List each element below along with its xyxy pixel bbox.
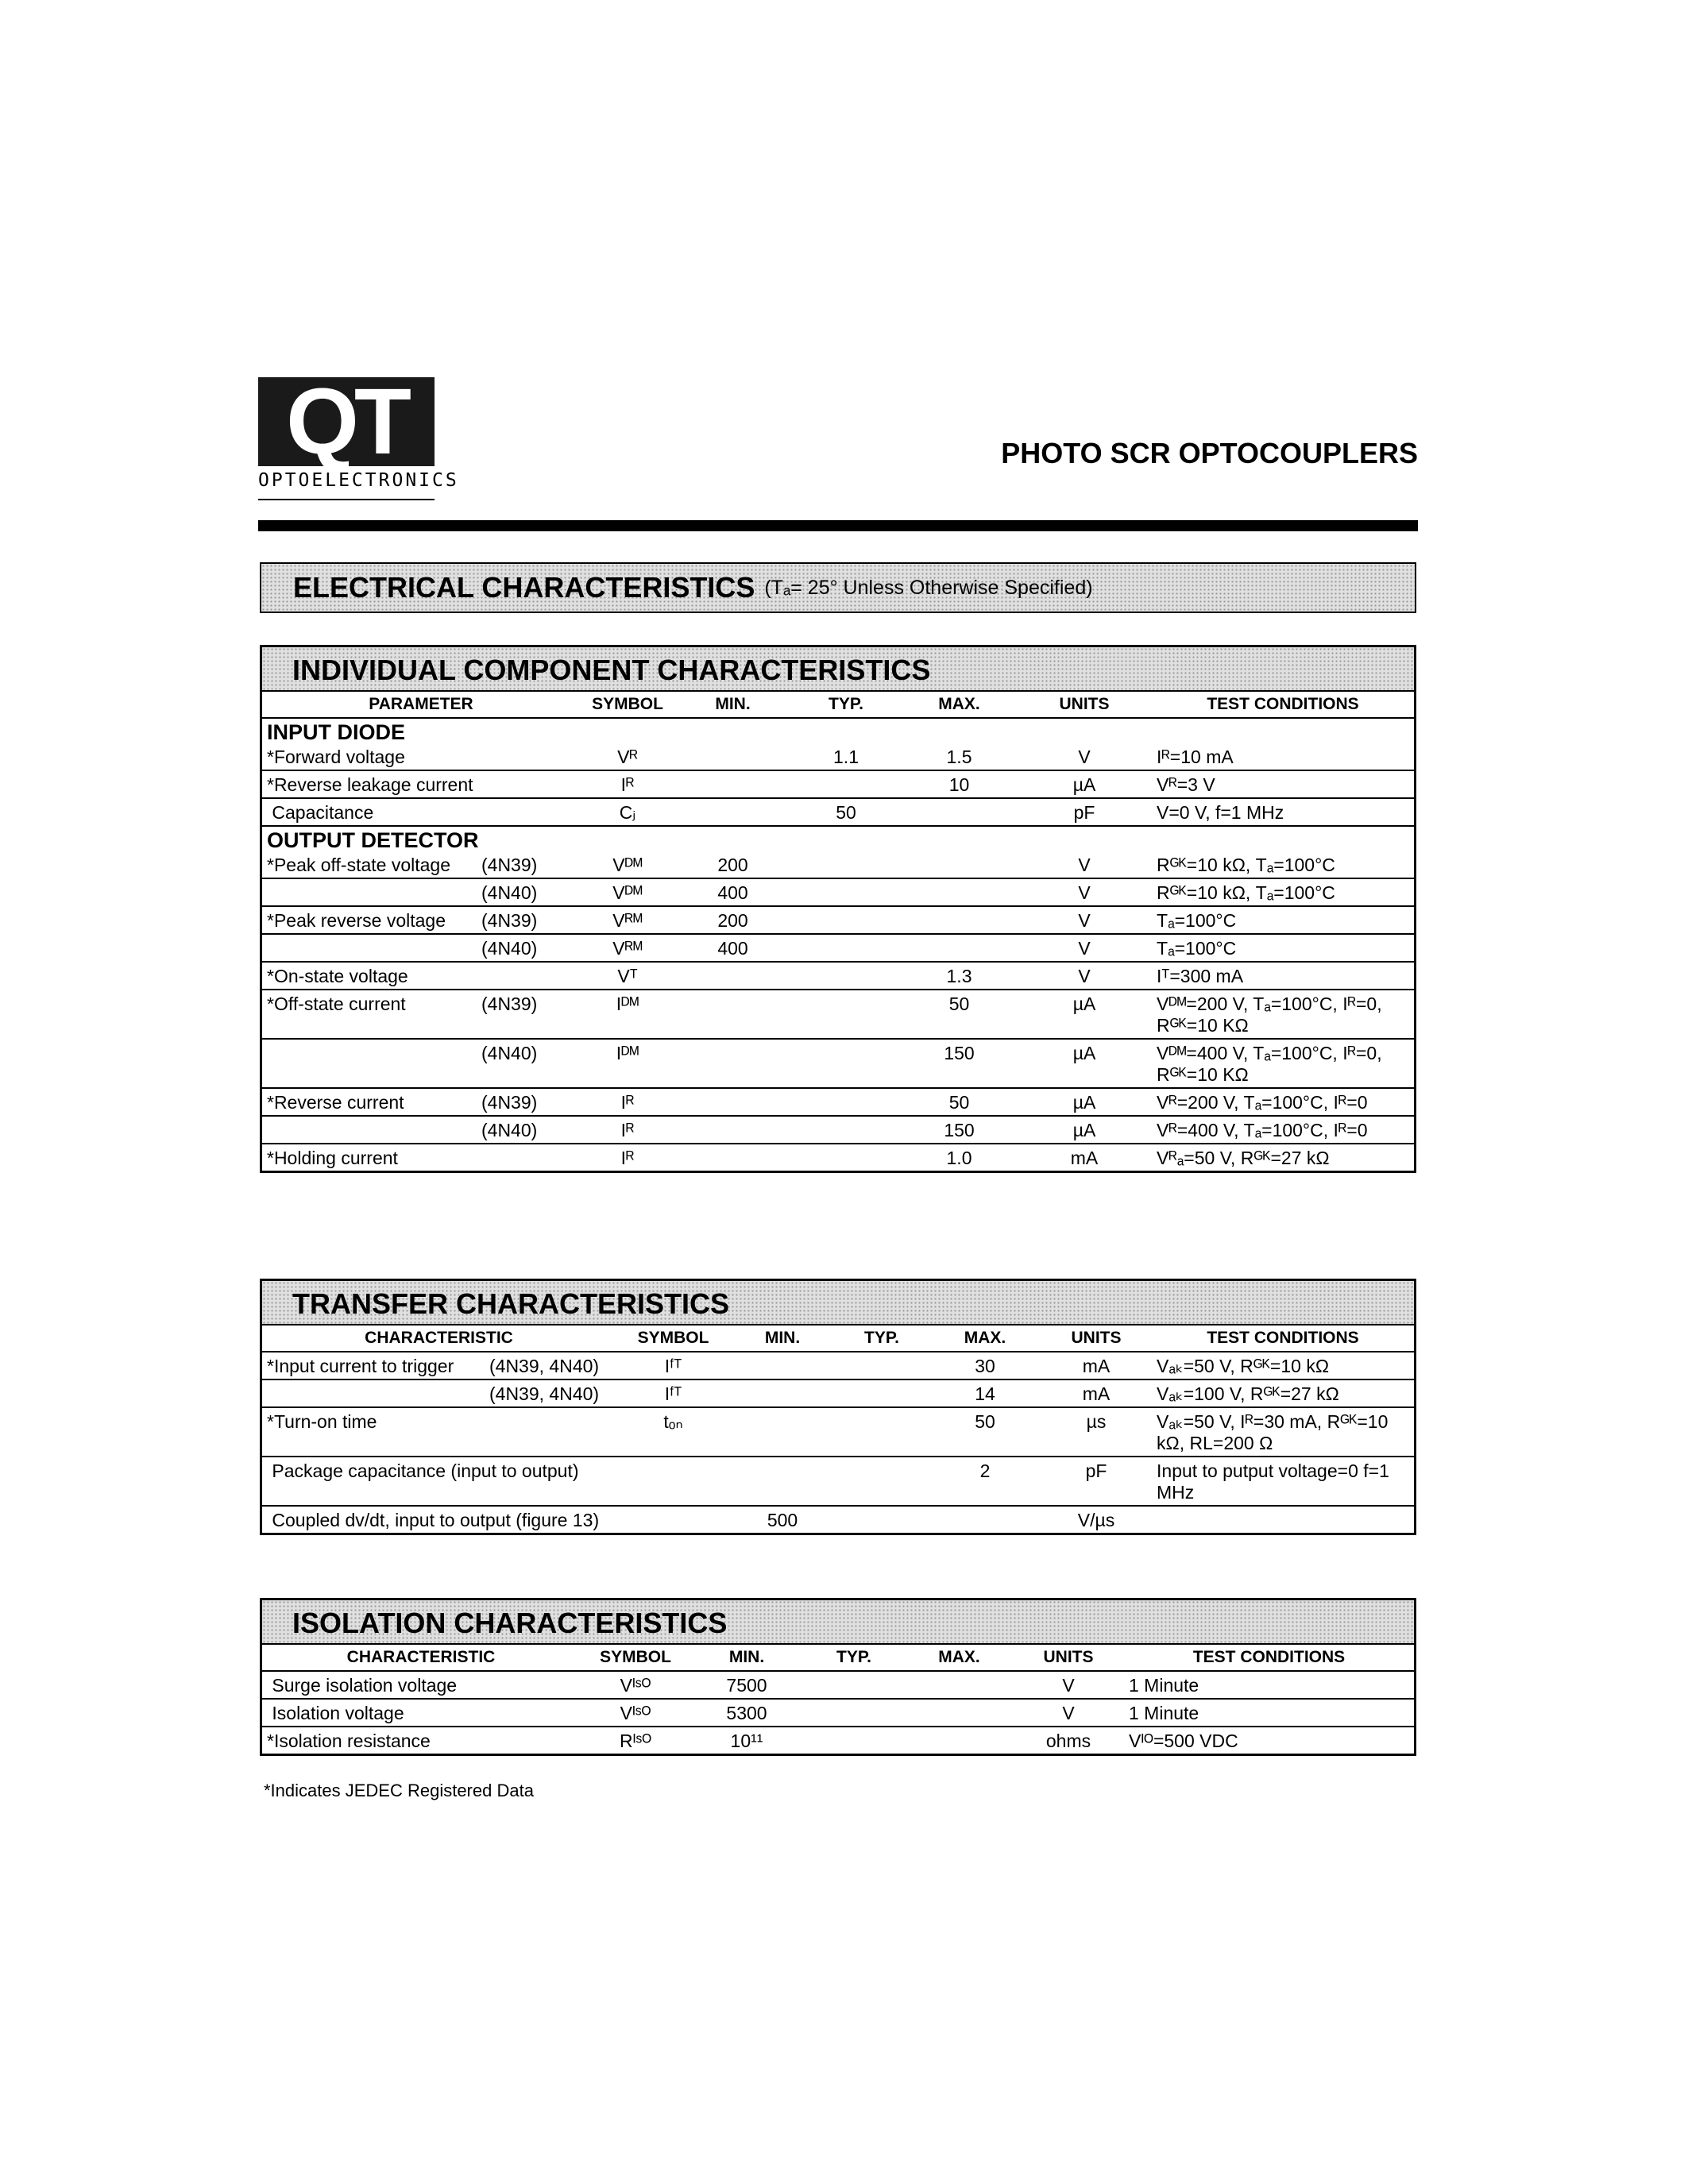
table-cell: 1.5 [902, 743, 1017, 770]
table-cell [790, 990, 902, 1039]
table-cell: Vᵀ [580, 962, 675, 990]
table-cell: mA [1041, 1379, 1152, 1407]
table-cell: Vₐₖ=50 V, Iᴿ=30 mA, Rᴳᴷ=10 kΩ, RL=200 Ω [1152, 1407, 1414, 1457]
table-cell: (4N40) [477, 934, 580, 962]
table-cell: V [1017, 743, 1152, 770]
table-cell [731, 1407, 834, 1457]
table-cell: V [1017, 851, 1152, 878]
table-cell: *Reverse leakage current [262, 770, 477, 798]
individual-component-section [260, 645, 1416, 1173]
col-header: TYP. [834, 1325, 929, 1352]
table-cell [834, 1506, 929, 1533]
col-header: TYP. [790, 692, 902, 718]
logo-subtitle: OPTOELECTRONICS [258, 470, 459, 491]
table-cell [675, 770, 790, 798]
table-cell: 10¹¹ [730, 1731, 763, 1751]
table-cell: V=0 V, f=1 MHz [1152, 798, 1414, 826]
table-row [262, 770, 1414, 798]
table-cell: 7500 [691, 1671, 802, 1699]
table-cell: (4N39) [477, 851, 580, 878]
table-cell [675, 1039, 790, 1088]
table-cell [790, 770, 902, 798]
table-cell: mA [1041, 1352, 1152, 1379]
table-cell: V/µs [1077, 1510, 1115, 1530]
table-cell: Iᴿ [620, 1148, 635, 1168]
section-title-bar [262, 647, 1414, 692]
table-cell: *Peak off-state voltage [262, 851, 477, 878]
table-cell: 400 [675, 878, 790, 906]
section-title: TRANSFER CHARACTERISTICS [292, 1287, 730, 1320]
table-cell: (4N39, 4N40) [485, 1379, 616, 1407]
table-cell: 150 [902, 1116, 1017, 1144]
table-cell [731, 1352, 834, 1379]
col-header: TYP. [802, 1645, 906, 1671]
section-title: ISOLATION CHARACTERISTICS [292, 1607, 728, 1639]
table-cell: V [1013, 1699, 1124, 1727]
col-header: MIN. [691, 1645, 802, 1671]
table-cell: 14 [929, 1379, 1041, 1407]
table-cell: Capacitance [262, 798, 477, 826]
table-row [262, 906, 1414, 934]
table-cell [262, 1379, 485, 1407]
table-cell [834, 1407, 929, 1457]
table-cell: Vᴰᴹ [580, 878, 675, 906]
table-cell: 400 [675, 934, 790, 962]
table-row [262, 1116, 1414, 1144]
table-cell: Package capacitance (input to output) [262, 1457, 485, 1506]
table-cell [790, 851, 902, 878]
group-heading: INPUT DIODE [267, 720, 406, 744]
logo-text: QT [286, 369, 407, 474]
col-header: CHARACTERISTIC [262, 1325, 616, 1352]
table-cell [675, 798, 790, 826]
isolation-table [262, 1645, 1414, 1754]
table-cell [902, 934, 1017, 962]
table-cell: µs [1041, 1407, 1152, 1457]
col-header: CHARACTERISTIC [262, 1645, 580, 1671]
table-cell [790, 1088, 902, 1116]
table-cell: 1.0 [946, 1148, 972, 1168]
table-cell: Coupled dv/dt, input to output (figure 13) [267, 1510, 600, 1530]
table-cell [477, 798, 580, 826]
table-row [262, 1379, 1414, 1407]
table-cell: 1 Minute [1124, 1671, 1414, 1699]
electrical-characteristics-banner [260, 562, 1416, 613]
table-cell [802, 1671, 906, 1699]
table-row [262, 1699, 1414, 1727]
group-heading: OUTPUT DETECTOR [267, 828, 479, 852]
section-title-bar [262, 1600, 1414, 1645]
table-cell: Vᴰᴹ=200 V, Tₐ=100°C, Iᴿ=0, Rᴳᴷ=10 KΩ [1152, 990, 1414, 1039]
section-title: INDIVIDUAL COMPONENT CHARACTERISTICS [292, 654, 931, 686]
col-header: UNITS [1041, 1325, 1152, 1352]
table-cell [906, 1671, 1013, 1699]
table-cell: Vᴿ [580, 743, 675, 770]
col-header: UNITS [1017, 692, 1152, 718]
col-header: MAX. [929, 1325, 1041, 1352]
table-cell [902, 878, 1017, 906]
table-cell: 30 [929, 1352, 1041, 1379]
table-cell: Isolation voltage [262, 1699, 580, 1727]
table-cell: (4N39) [477, 1088, 580, 1116]
table-cell: Vᴵᴼ=500 VDC [1129, 1731, 1238, 1751]
table-cell: pF [1017, 798, 1152, 826]
table-cell: Rᴳᴷ=10 kΩ, Tₐ=100°C [1152, 878, 1414, 906]
col-header: MAX. [906, 1645, 1013, 1671]
table-cell: Iᴰᴹ [580, 1039, 675, 1088]
logo-underline [258, 499, 435, 500]
individual-table [262, 692, 1414, 1171]
table-cell [790, 1039, 902, 1088]
col-header: MAX. [902, 692, 1017, 718]
table-cell: Vₐₖ=50 V, Rᴳᴷ=10 kΩ [1152, 1352, 1414, 1379]
table-header-row [262, 692, 1414, 718]
table-cell: V [1017, 878, 1152, 906]
table-cell: Vᴿ=200 V, Tₐ=100°C, Iᴿ=0 [1152, 1088, 1414, 1116]
table-cell: Iᶠᵀ [616, 1352, 731, 1379]
table-cell: *Holding current [267, 1148, 398, 1168]
table-cell [731, 1457, 834, 1506]
table-cell: Iᴰᴹ [580, 990, 675, 1039]
table-row [262, 1144, 1414, 1171]
table-row [262, 1088, 1414, 1116]
table-cell [802, 1699, 906, 1727]
table-cell: V [1013, 1671, 1124, 1699]
table-cell: µA [1017, 1088, 1152, 1116]
table-cell [902, 798, 1017, 826]
table-cell [675, 990, 790, 1039]
table-header-row [262, 1325, 1414, 1352]
table-cell: (4N39) [477, 906, 580, 934]
table-cell: *Off-state current [262, 990, 477, 1039]
table-cell: V [1017, 906, 1152, 934]
table-cell: (4N39, 4N40) [485, 1352, 616, 1379]
table-cell [675, 1116, 790, 1144]
table-cell: 50 [902, 1088, 1017, 1116]
table-cell [477, 1144, 580, 1171]
table-cell: 50 [902, 990, 1017, 1039]
table-cell: ohms [1045, 1731, 1091, 1751]
header-rule [258, 520, 1418, 531]
table-cell [477, 743, 580, 770]
table-cell [790, 1144, 902, 1171]
table-cell [262, 1116, 477, 1144]
table-cell: *Reverse current [262, 1088, 477, 1116]
col-header: TEST CONDITIONS [1124, 1645, 1414, 1671]
col-header: SYMBOL [580, 1645, 691, 1671]
table-cell: Iᶠᵀ [616, 1379, 731, 1407]
table-cell: Cⱼ [580, 798, 675, 826]
table-row [262, 962, 1414, 990]
table-row [262, 1039, 1414, 1088]
table-cell [262, 934, 477, 962]
table-cell [790, 906, 902, 934]
table-cell: 2 [929, 1457, 1041, 1506]
table-cell [731, 1379, 834, 1407]
col-header: PARAMETER [262, 692, 580, 718]
table-cell [834, 1352, 929, 1379]
col-header: MIN. [731, 1325, 834, 1352]
table-cell [477, 770, 580, 798]
table-row [262, 1457, 1414, 1506]
table-cell: Tₐ=100°C [1152, 906, 1414, 934]
table-cell [902, 851, 1017, 878]
transfer-table [262, 1325, 1414, 1533]
table-cell: Rᴳᴷ=10 kΩ, Tₐ=100°C [1152, 851, 1414, 878]
table-cell: *Isolation resistance [267, 1731, 431, 1751]
table-cell: 150 [902, 1039, 1017, 1088]
table-cell: *Peak reverse voltage [262, 906, 477, 934]
col-header: SYMBOL [616, 1325, 731, 1352]
table-cell: *Input current to trigger [262, 1352, 485, 1379]
transfer-section [260, 1279, 1416, 1535]
table-cell: 1.1 [790, 743, 902, 770]
table-cell [790, 962, 902, 990]
table-cell: *Turn-on time [262, 1407, 485, 1457]
table-row [262, 1671, 1414, 1699]
table-cell [834, 1379, 929, 1407]
table-cell: 5300 [691, 1699, 802, 1727]
banner-note: (Tₐ= 25° Unless Otherwise Specified) [764, 576, 1093, 599]
table-cell: µA [1017, 1039, 1152, 1088]
company-logo [258, 369, 435, 474]
table-cell: mA [1070, 1148, 1099, 1168]
table-cell: (4N40) [477, 878, 580, 906]
table-row [262, 878, 1414, 906]
table-cell [929, 1506, 1041, 1533]
table-cell [802, 1727, 906, 1754]
table-cell: 50 [929, 1407, 1041, 1457]
table-cell: *Forward voltage [262, 743, 477, 770]
table-cell: Vᴿ=3 V [1152, 770, 1414, 798]
table-row [262, 990, 1414, 1039]
table-cell: 500 [767, 1510, 798, 1530]
table-cell: Iᴿ [580, 1116, 675, 1144]
table-cell: V [1017, 934, 1152, 962]
table-row [262, 1727, 1414, 1754]
table-cell: Iᴿ [580, 1088, 675, 1116]
col-header: MIN. [675, 692, 790, 718]
table-cell: Vᴿₐ=50 V, Rᴳᴷ=27 kΩ [1157, 1148, 1330, 1168]
table-cell [790, 878, 902, 906]
table-cell: Iᵀ=300 mA [1152, 962, 1414, 990]
table-cell [262, 878, 477, 906]
col-header: UNITS [1013, 1645, 1124, 1671]
table-cell: 1 Minute [1124, 1699, 1414, 1727]
table-cell [675, 1088, 790, 1116]
col-header: SYMBOL [580, 692, 675, 718]
table-cell: Tₐ=100°C [1152, 934, 1414, 962]
table-cell: 10 [902, 770, 1017, 798]
table-row [262, 1352, 1414, 1379]
table-row [262, 1407, 1414, 1457]
page-title: PHOTO SCR OPTOCOUPLERS [1001, 437, 1418, 469]
table-row [262, 743, 1414, 770]
table-cell [477, 962, 580, 990]
table-row [262, 934, 1414, 962]
table-cell [262, 1039, 477, 1088]
table-cell: Vᴵˢᴼ [580, 1699, 691, 1727]
table-cell: tₒₙ [616, 1407, 731, 1457]
table-cell [902, 906, 1017, 934]
table-cell: Vᴰᴹ [580, 851, 675, 878]
table-cell [675, 962, 790, 990]
table-cell [790, 934, 902, 962]
table-row [262, 798, 1414, 826]
table-cell [616, 1457, 731, 1506]
isolation-section [260, 1598, 1416, 1756]
table-cell: *On-state voltage [262, 962, 477, 990]
table-cell [675, 743, 790, 770]
table-cell [616, 1506, 731, 1533]
table-cell: Vᴿᴹ [580, 906, 675, 934]
table-cell: Surge isolation voltage [262, 1671, 580, 1699]
table-cell: Input to putput voltage=0 f=1 MHz [1152, 1457, 1414, 1506]
table-cell [834, 1457, 929, 1506]
table-cell: µA [1017, 1116, 1152, 1144]
banner-title: ELECTRICAL CHARACTERISTICS [293, 571, 755, 604]
table-cell: Vᴰᴹ=400 V, Tₐ=100°C, Iᴿ=0, Rᴳᴷ=10 KΩ [1152, 1039, 1414, 1088]
table-cell: Iᴿ [580, 770, 675, 798]
table-cell [906, 1699, 1013, 1727]
table-cell: µA [1017, 990, 1152, 1039]
col-header: TEST CONDITIONS [1152, 1325, 1414, 1352]
table-cell: Iᴿ=10 mA [1152, 743, 1414, 770]
table-cell [1152, 1506, 1414, 1533]
table-cell: 200 [675, 906, 790, 934]
table-cell: µA [1017, 770, 1152, 798]
table-row [262, 851, 1414, 878]
table-cell: (4N40) [477, 1039, 580, 1088]
table-cell: 50 [790, 798, 902, 826]
table-cell: V [1017, 962, 1152, 990]
table-cell: pF [1041, 1457, 1152, 1506]
table-cell: Vᴿᴹ [580, 934, 675, 962]
group-row [262, 826, 1414, 851]
table-row [262, 1506, 1414, 1533]
table-cell: Vᴵˢᴼ [580, 1671, 691, 1699]
table-cell [906, 1727, 1013, 1754]
table-cell: Vₐₖ=100 V, Rᴳᴷ=27 kΩ [1152, 1379, 1414, 1407]
table-cell: 200 [675, 851, 790, 878]
section-title-bar [262, 1281, 1414, 1325]
col-header: TEST CONDITIONS [1152, 692, 1414, 718]
table-header-row [262, 1645, 1414, 1671]
table-cell: (4N39) [477, 990, 580, 1039]
table-cell: 1.3 [902, 962, 1017, 990]
table-cell [675, 1144, 790, 1171]
footnote: *Indicates JEDEC Registered Data [264, 1781, 534, 1800]
table-cell [790, 1116, 902, 1144]
group-row [262, 718, 1414, 743]
table-cell [485, 1407, 616, 1457]
table-cell: Vᴿ=400 V, Tₐ=100°C, Iᴿ=0 [1152, 1116, 1414, 1144]
table-cell: (4N40) [477, 1116, 580, 1144]
table-cell: Rᴵˢᴼ [619, 1731, 652, 1751]
